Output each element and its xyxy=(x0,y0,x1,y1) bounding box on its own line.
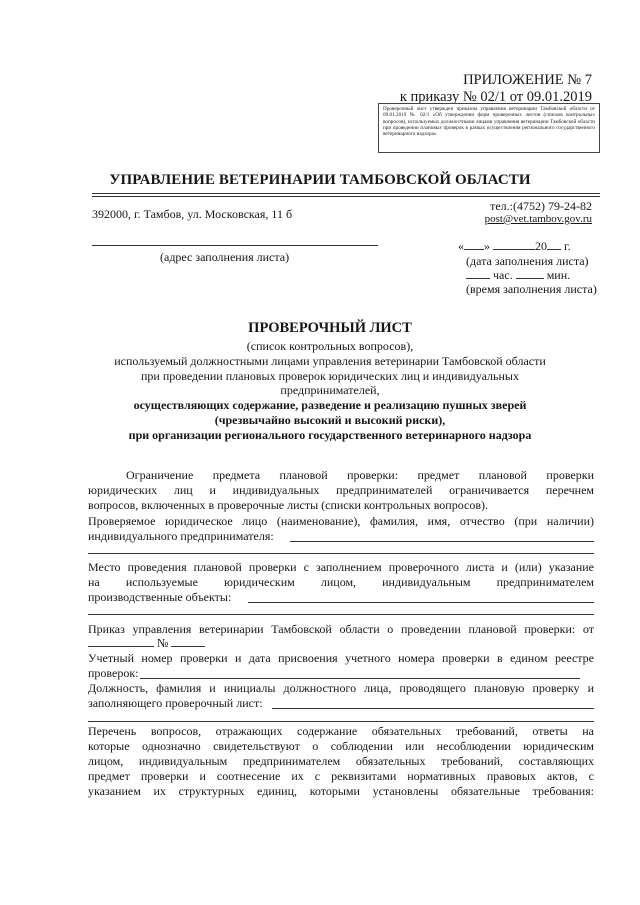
p1-line-1: Ограничение предмета плановой проверки: предмет плановой проверки xyxy=(126,468,594,482)
org-address: 392000, г. Тамбов, ул. Московская, 11 б xyxy=(92,207,293,221)
registry-fill-line[interactable] xyxy=(140,678,580,679)
p3-line-2: на используемые юридическим лицом, индивидуальным предпринимателем xyxy=(88,575,594,589)
title-bold-1: осуществляющих содержание, разведение и реализацию пушных зверей xyxy=(133,398,527,412)
title-bold-3: при организации регионального государственного ветеринарного надзора xyxy=(128,428,532,442)
time-minutes-label: мин. xyxy=(546,268,571,282)
site-fill-line-2[interactable] xyxy=(88,614,594,615)
organization-name: УПРАВЛЕНИЕ ВЕТЕРИНАРИИ ТАМБОВСКОЙ ОБЛАСТИ xyxy=(109,172,531,188)
approval-stamp: Проверочный лист утвержден приказом управления ветеринарии Тамбовской области от 09.01.2019 № 02/1 «Об утверждении форм проверочных листов (списков контрольных вопросов), используемых должностными лицами управления ветеринарии Тамбовской области при проведении плановых проверок в рамках осуществления регионального государственного ветеринарного надзора» xyxy=(378,103,600,153)
p7-line-3: лицом, индивидуальным предпринимателем обязательных требований, составляющих xyxy=(88,754,594,768)
title-sub-4: предпринимателей, xyxy=(280,383,380,397)
time-minutes-blank[interactable] xyxy=(516,268,544,279)
date-close-quote: » xyxy=(484,239,490,253)
date-day-blank[interactable] xyxy=(464,239,484,250)
time-fill-row[interactable] xyxy=(466,268,570,282)
p2-line-2: индивидуального предпринимателя: xyxy=(88,529,274,543)
time-hours-blank[interactable] xyxy=(466,268,490,279)
date-year-prefix: 20 xyxy=(535,239,547,253)
title-bold-2: (чрезвычайно высокий и высокий риски), xyxy=(214,413,446,427)
page-title: ПРОВЕРОЧНЫЙ ЛИСТ xyxy=(248,320,412,336)
p7-line-4: предмет проверки и соотнесение их с реквизитами нормативных правовых актов, с xyxy=(88,769,594,783)
site-fill-line[interactable] xyxy=(248,602,594,603)
official-fill-line-2[interactable] xyxy=(88,721,594,722)
p4-line-1: Приказ управления ветеринарии Тамбовской области о проведении плановой проверки: от xyxy=(88,622,594,636)
title-sub-1: (список контрольных вопросов), xyxy=(246,339,414,353)
title-sub-2: используемый должностными лицами управления ветеринарии Тамбовской области xyxy=(114,354,546,368)
date-year-blank[interactable] xyxy=(547,239,561,250)
p5-line-2: проверок: xyxy=(88,666,139,680)
entity-name-fill-line-2[interactable] xyxy=(88,553,594,554)
org-divider-2 xyxy=(92,196,600,197)
org-phone: тел.:(4752) 79-24-82 xyxy=(490,199,592,213)
date-open-quote: « xyxy=(458,239,464,253)
address-fill-line[interactable] xyxy=(92,245,378,246)
order-reference: к приказу № 02/1 от 09.01.2019 xyxy=(399,89,592,105)
order-number-sign: № xyxy=(157,636,169,650)
date-fill-row[interactable] xyxy=(458,239,600,253)
date-year-suffix: г. xyxy=(564,239,571,253)
time-hours-label: час. xyxy=(493,268,513,282)
date-month-blank[interactable] xyxy=(493,239,535,250)
p7-line-2: которые однозначно свидетельствуют о соблюдении или несоблюдении юридическим xyxy=(88,739,594,753)
order-number-row xyxy=(88,636,205,650)
appendix-label: ПРИЛОЖЕНИЕ № 7 xyxy=(463,72,592,88)
p3-line-3: производственные объекты: xyxy=(88,590,232,604)
p6-line-2: заполняющего проверочный лист: xyxy=(88,696,263,710)
p2-line-1: Проверяемое юридическое лицо (наименование), фамилия, имя, отчество (при наличии) xyxy=(88,514,594,528)
p6-line-1: Должность, фамилия и инициалы должностного лица, проводящего плановую проверку и xyxy=(88,681,594,695)
title-sub-3: при проведении плановых проверок юридических лиц и индивидуальных xyxy=(141,369,519,383)
entity-name-fill-line[interactable] xyxy=(290,541,594,542)
date-caption: (дата заполнения листа) xyxy=(466,254,589,268)
p3-line-1: Место проведения плановой проверки с заполнением проверочного листа и (или) указание xyxy=(88,560,594,574)
org-email[interactable]: post@vet.tambov.gov.ru xyxy=(484,213,592,225)
p7-line-5: указанием их структурных единиц, которыми установлены обязательные требования: xyxy=(88,784,594,798)
p7-line-1: Перечень вопросов, отражающих содержание обязательных требований, ответы на xyxy=(88,724,594,738)
org-divider xyxy=(92,193,600,194)
official-fill-line[interactable] xyxy=(272,708,594,709)
order-number-blank[interactable] xyxy=(171,636,205,647)
time-caption: (время заполнения листа) xyxy=(466,282,597,296)
address-caption: (адрес заполнения листа) xyxy=(160,250,290,264)
order-date-blank[interactable] xyxy=(88,636,154,647)
p1-line-2: юридических лиц и индивидуальных предпринимателей ограничивается перечнем xyxy=(88,483,594,497)
p1-line-3: вопросов, включенных в проверочные листы (списки контрольных вопросов). xyxy=(88,498,489,512)
p5-line-1: Учетный номер проверки и дата присвоения учетного номера проверки в едином реестре xyxy=(88,651,594,665)
